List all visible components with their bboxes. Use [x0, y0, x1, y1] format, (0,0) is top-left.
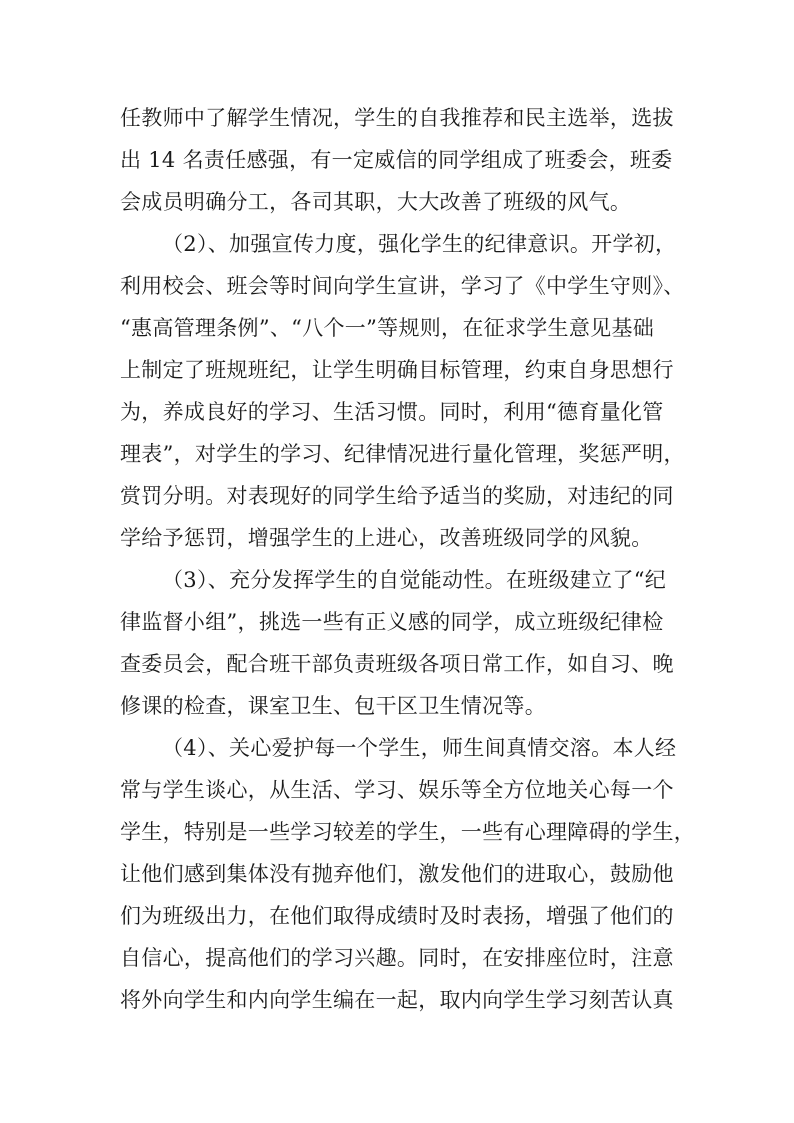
text-line: 律监督小组”，挑选一些有正义感的同学，成立班级纪律检	[120, 610, 664, 634]
text-line: 修课的检查，课室卫生、包干区卫生情况等。	[120, 694, 546, 718]
paragraph-start-line: （2）、加强宣传力度，强化学生的纪律意识。开学初，	[162, 232, 677, 256]
text-line: 学生，特别是一些学习较差的学生，一些有心理障碍的学生，	[120, 820, 696, 844]
text-line: 将外向学生和内向学生编在一起，取内向学生学习刻苦认真	[120, 988, 674, 1012]
text-line: 上制定了班规班纪，让学生明确目标管理，约束自身思想行	[120, 358, 674, 382]
text-line: 任教师中了解学生情况，学生的自我推荐和民主选举，选拔	[120, 106, 674, 130]
text-line: 学给予惩罚，增强学生的上进心，改善班级同学的风貌。	[120, 526, 653, 550]
text-line: 出 14 名责任感强，有一定威信的同学组成了班委会，班委	[120, 148, 673, 172]
text-line: 查委员会，配合班干部负责班级各项日常工作，如自习、晚	[120, 652, 674, 676]
text-line: 会成员明确分工，各司其职，大大改善了班级的风气。	[120, 190, 632, 214]
text-line: 理表”，对学生的学习、纪律情况进行量化管理，奖惩严明，	[120, 442, 685, 466]
text-line: 赏罚分明。对表现好的同学生给予适当的奖励，对违纪的同	[120, 484, 674, 508]
text-line: 利用校会、班会等时间向学生宣讲，学习了《中学生守则》、	[120, 274, 685, 298]
text-line: 让他们感到集体没有抛弃他们，激发他们的进取心，鼓励他	[120, 862, 674, 886]
text-line: 们为班级出力，在他们取得成绩时及时表扬，增强了他们的	[120, 904, 674, 928]
text-line: 自信心，提高他们的学习兴趣。同时，在安排座位时，注意	[120, 946, 674, 970]
paragraph-start-line: （4）、关心爱护每一个学生，师生间真情交溶。本人经	[162, 736, 677, 760]
text-line: 为，养成良好的学习、生活习惯。同时，利用“德育量化管	[120, 400, 664, 424]
text-line: “惠高管理条例”、“八个一”等规则，在征求学生意见基础	[120, 316, 655, 340]
paragraph-start-line: （3）、充分发挥学生的自觉能动性。在班级建立了“纪	[162, 568, 667, 592]
text-line: 常与学生谈心，从生活、学习、娱乐等全方位地关心每一个	[120, 778, 674, 802]
